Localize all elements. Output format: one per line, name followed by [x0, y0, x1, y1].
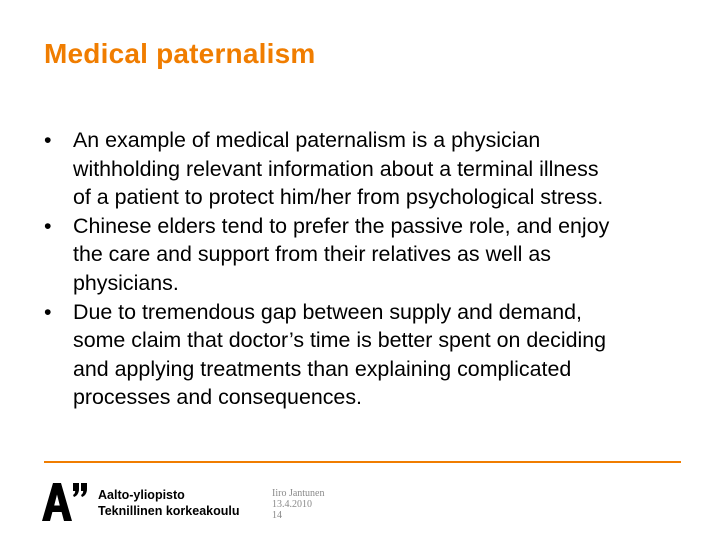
bullet-line: Due to tremendous gap between supply and demand,: [73, 299, 582, 324]
bullet-item: [44, 212, 694, 298]
bullet-line: An example of medical paternalism is a physician: [73, 128, 541, 152]
bullet-marker: •: [44, 128, 52, 152]
logo-text: [98, 487, 239, 519]
bullet-line: withholding relevant information about a terminal illness: [73, 156, 599, 181]
bullet-marker: •: [44, 213, 52, 238]
presentation-date: 13.4.2010: [272, 499, 312, 510]
bullet-line: Chinese elders tend to prefer the passive role, and enjoy: [73, 213, 610, 238]
bullet-marker: •: [44, 299, 52, 324]
bullet-item: [44, 126, 694, 212]
org-name: Aalto-yliopisto: [98, 488, 185, 502]
bullet-line: of a patient to protect him/her from psychological stress.: [73, 185, 604, 210]
bullet-line: processes and consequences.: [73, 385, 362, 410]
bullet-line: some claim that doctor’s time is better spent on deciding: [73, 328, 607, 353]
footer-info: [272, 488, 325, 521]
aalto-logo-icon: [42, 482, 88, 522]
bullet-line: physicians.: [73, 270, 179, 295]
page-number: 14: [272, 510, 282, 521]
bullet-line: the care and support from their relatives as well as: [73, 242, 551, 267]
bullet-line: and applying treatments than explaining complicated: [73, 356, 572, 381]
bullet-list: [44, 126, 694, 412]
author-name: Iiro Jantunen: [272, 488, 325, 499]
school-name: Teknillinen korkeakoulu: [98, 504, 240, 518]
bullet-item: [44, 298, 694, 412]
slide-title: Medical paternalism: [44, 38, 316, 69]
footer-divider: [44, 461, 681, 463]
